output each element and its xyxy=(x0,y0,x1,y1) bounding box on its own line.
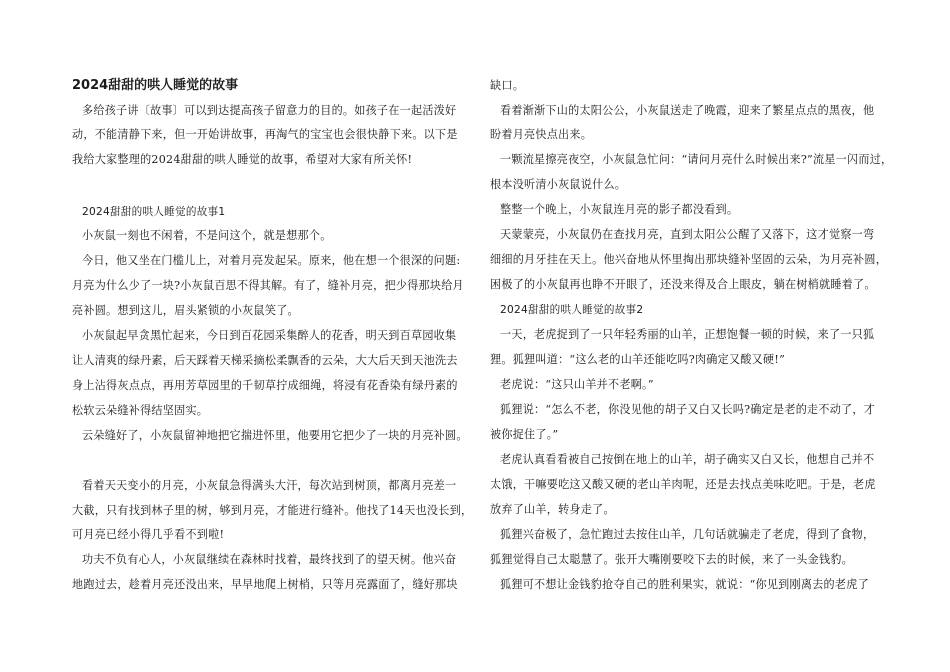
paragraph-line: 地跑过去，趁着月亮还没出来，早早地爬上树梢，只等月亮露面了，缝好那块 xyxy=(72,578,458,591)
paragraph-line: 狐狸兴奋极了，急忙跑过去按住山羊，几句话就骗走了老虎，得到了食物， xyxy=(500,528,875,541)
paragraph-line: 狐狸觉得自己太聪慧了。张开大嘴刚要咬下去的时候，来了一头金钱豹。 xyxy=(490,553,854,566)
paragraph-line: 被你捉住了。” xyxy=(490,428,559,441)
paragraph-line: 狐狸可不想让金钱豹抢夺自己的胜利果实，就说：“你见到刚离去的老虎了 xyxy=(500,578,869,591)
paragraph-line: 看着天天变小的月亮，小灰鼠急得满头大汗，每次站到树顶，都离月亮差一 xyxy=(82,479,457,492)
paragraph-line: 月亮为什么少了一块?小灰鼠百思不得其解。有了，缝补月亮，把少得那块给月 xyxy=(72,279,464,292)
paragraph-line: 小灰鼠一刻也不闲着，不是问这个，就是想那个。 xyxy=(82,229,332,242)
paragraph-line: 亮补圆。想到这儿，眉头紧锁的小灰鼠笑了。 xyxy=(72,304,299,317)
paragraph-line: 狐狸说：“怎么不老，你没见他的胡子又白又长吗?确定是老的走不动了，才 xyxy=(500,403,876,416)
paragraph-line: 老虎认真看看被自己按倒在地上的山羊，胡子确实又白又长，他想自己并不 xyxy=(500,453,875,466)
paragraph-line: 狸。狐狸叫道：“这么老的山羊还能吃吗?肉确定又酸又硬!” xyxy=(490,353,786,366)
paragraph-line: 云朵缝好了，小灰鼠留神地把它揣进怀里，他要用它把少了一块的月亮补圆。 xyxy=(82,429,468,442)
paragraph-line: 松软云朵缝补得结坚固实。 xyxy=(72,404,209,417)
paragraph-line: 天蒙蒙亮，小灰鼠仍在查找月亮，直到太阳公公醒了又落下，这才觉察一弯 xyxy=(500,228,875,241)
paragraph-line: 细细的月牙挂在天上。他兴奋地从怀里掏出那块缝补坚固的云朵，为月亮补圆， xyxy=(490,253,888,266)
paragraph-line: 我给大家整理的2024甜甜的哄人睡觉的故事，希望对大家有所关怀! xyxy=(72,153,413,166)
document-title: 2024甜甜的哄人睡觉的故事 xyxy=(72,78,239,93)
paragraph-line: 今日，他又坐在门槛儿上，对着月亮发起呆。原来，他在想一个很深的问题: xyxy=(82,254,461,267)
section-heading: 2024甜甜的哄人睡觉的故事1 xyxy=(82,206,226,218)
paragraph-line: 看着渐渐下山的太阳公公，小灰鼠送走了晚霞，迎来了繁星点点的黑夜，他 xyxy=(500,104,875,117)
paragraph-line: 让人清爽的绿丹素，后天踩着天梯采摘松柔飘香的云朵，大大后天到天池洗去 xyxy=(72,354,458,367)
paragraph-line: 一天，老虎捉到了一只年轻秀丽的山羊，正想饱餐一顿的时候，来了一只狐 xyxy=(500,328,875,341)
paragraph-line: 整整一个晚上，小灰鼠连月亮的影子都没看到。 xyxy=(500,203,739,216)
paragraph-line: 盼着月亮快点出来。 xyxy=(490,128,593,141)
section-heading: 2024甜甜的哄人睡觉的故事2 xyxy=(500,304,644,316)
paragraph-line: 一颗流星擦亮夜空，小灰鼠急忙问：“请问月亮什么时候出来?”流星一闪而过， xyxy=(500,153,893,166)
paragraph-line: 大截，只有找到林子里的树，够到月亮，才能进行缝补。他找了14天也没长到， xyxy=(72,504,473,517)
paragraph-line: 根本没听清小灰鼠说什么。 xyxy=(490,178,627,191)
paragraph-line: 缺口。 xyxy=(490,79,525,92)
paragraph-line: 功夫不负有心人，小灰鼠继续在森林时找着，最终找到了的望天树。他兴奋 xyxy=(82,553,457,566)
paragraph-line: 动，不能清静下来，但一开始讲故事，再淘气的宝宝也会很快静下来。以下是 xyxy=(72,128,458,141)
paragraph-line: 放弃了山羊，转身走了。 xyxy=(490,503,615,516)
paragraph-line: 小灰鼠起早贪黑忙起来，今日到百花园采集醉人的花香，明天到百草园收集 xyxy=(82,329,457,342)
paragraph-line: 老虎说：“这只山羊并不老啊。” xyxy=(500,378,654,391)
paragraph-line: 太饿，干嘛要吃这又酸又硬的老山羊肉呢，还是去找点美味吃吧。于是，老虎 xyxy=(490,478,876,491)
paragraph-line: 多给孩子讲〔故事〕可以到达提高孩子留意力的目的。如孩子在一起活泼好 xyxy=(82,104,457,117)
paragraph-line: 身上沾得灰点点，再用芳草园里的千韧草拧成细绳，将浸有花香染有绿丹素的 xyxy=(72,379,458,392)
paragraph-line: 可月亮已经小得几乎看不到啦! xyxy=(72,528,225,541)
paragraph-line: 困极了的小灰鼠再也睁不开眼了，还没来得及合上眼皮，躺在树梢就睡着了。 xyxy=(490,278,876,291)
